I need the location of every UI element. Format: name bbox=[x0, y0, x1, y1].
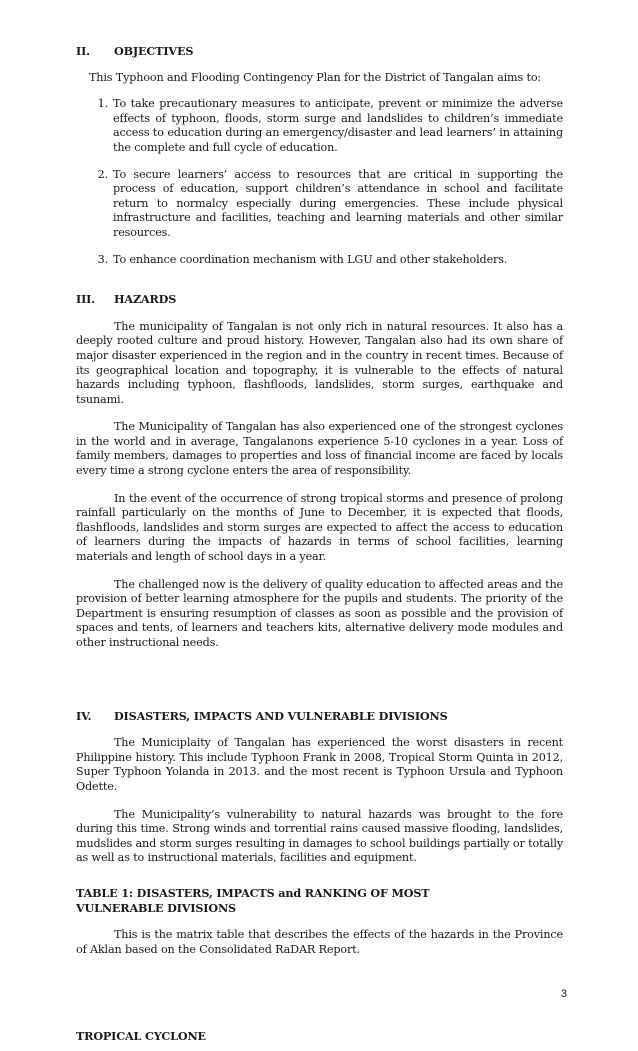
paragraph: The Municipality of Tangalan has also experienced one of the strongest cyclones in the world and in average, Tangalanons experience 5-10 cyclones in a year. Loss of family members, damages to properties and loss of financial income are faced by locals every time a strong cyclone enters the area of responsibility. bbox=[76, 420, 563, 478]
section-title: OBJECTIVES bbox=[114, 44, 194, 58]
section-number: IV. bbox=[76, 708, 92, 723]
list-text: To secure learners’ access to resources that are critical in supporting the process of education, support children’s attendance in school and facilitate return to normalcy especially during emergencies. These include physical infrastructure and facilities, teaching and learning materials and other similar resources. bbox=[113, 167, 563, 239]
list-number: 2. bbox=[97, 167, 108, 181]
page-content bbox=[76, 44, 563, 1044]
list-item bbox=[76, 253, 563, 268]
table-title: TABLE 1: DISASTERS, IMPACTS and RANKING OF MOST VULNERABLE DIVISIONS bbox=[76, 885, 430, 915]
section-title: HAZARDS bbox=[114, 292, 177, 307]
paragraph: The municipality of Tangalan is not only rich in natural resources. It also has a deeply rooted culture and proud history. However, Tangalan also had its own share of major disaster experienced in the region and in the country in recent times. Because of its geographical location and topography, it is vulnerable to the effects of natural hazards including typhoon, flashfloods, landslides, storm surges, earthquake and tsunami. bbox=[76, 319, 563, 406]
section-title: DISASTERS, IMPACTS AND VULNERABLE DIVISIONS bbox=[114, 708, 448, 723]
list-item bbox=[76, 97, 563, 155]
list-number: 1. bbox=[97, 97, 108, 111]
section-heading-disasters bbox=[76, 709, 563, 724]
list-text: To enhance coordination mechanism with LGU and other stakeholders. bbox=[113, 252, 508, 266]
list-text: To take precautionary measures to anticipate, prevent or minimize the adverse effects of typhoon, floods, storm surge and landslides to children’s immediate access to education during an emergency/disaster and lead learners’ in attaining the complete and full cycle of education. bbox=[113, 97, 563, 154]
paragraph: The Municipality’s vulnerability to natural hazards was brought to the fore during this time. Strong winds and torrential rains caused massive flooding, landslides, mudslides and storm surges resulting in damages to school buildings partially or totally as well as to instructional materials, facilities and equipment. bbox=[76, 807, 563, 865]
section-number: III. bbox=[76, 292, 95, 307]
section-number: II. bbox=[76, 44, 90, 58]
paragraph: In the event of the occurrence of strong tropical storms and presence of prolong rainfall particularly on the months of June to December, it is expected that floods, flashfloods, landslides and storm surges are expected to affect the access to education of learners during the impacts of hazards in terms of school facilities, learning materials and length of school days in a year. bbox=[76, 491, 563, 564]
table-description: This is the matrix table that describes the effects of the hazards in the Province of Aklan based on the Consolidated RaDAR Report. bbox=[76, 928, 563, 956]
objectives-intro: This Typhoon and Flooding Contingency Plan for the District of Tangalan aims to: bbox=[89, 70, 542, 84]
list-item bbox=[76, 168, 563, 241]
objectives-list bbox=[76, 97, 563, 267]
section-heading-objectives bbox=[76, 44, 563, 59]
paragraph: The challenged now is the delivery of quality education to affected areas and the provision of better learning atmosphere for the pupils and students. The priority of the Department is ensuring resumption of classes as soon as possible and the provision of spaces and tents, of learners and teachers kits, alternative delivery mode modules and other instructional needs. bbox=[76, 577, 563, 649]
subheading-tropical-cyclone: TROPICAL CYCLONE bbox=[76, 1029, 206, 1044]
paragraph: The Municiplaity of Tangalan has experienced the worst disasters in recent Philippine history. This include Typhoon Frank in 2008, Tropical Storm Quinta in 2012, Super Typhoon Yolanda in 2013. and the most recent is Typhoon Ursula and Typhoon Odette. bbox=[76, 736, 563, 793]
page-number: 3 bbox=[560, 988, 567, 1000]
list-number: 3. bbox=[97, 252, 108, 266]
section-heading-hazards bbox=[76, 292, 563, 307]
